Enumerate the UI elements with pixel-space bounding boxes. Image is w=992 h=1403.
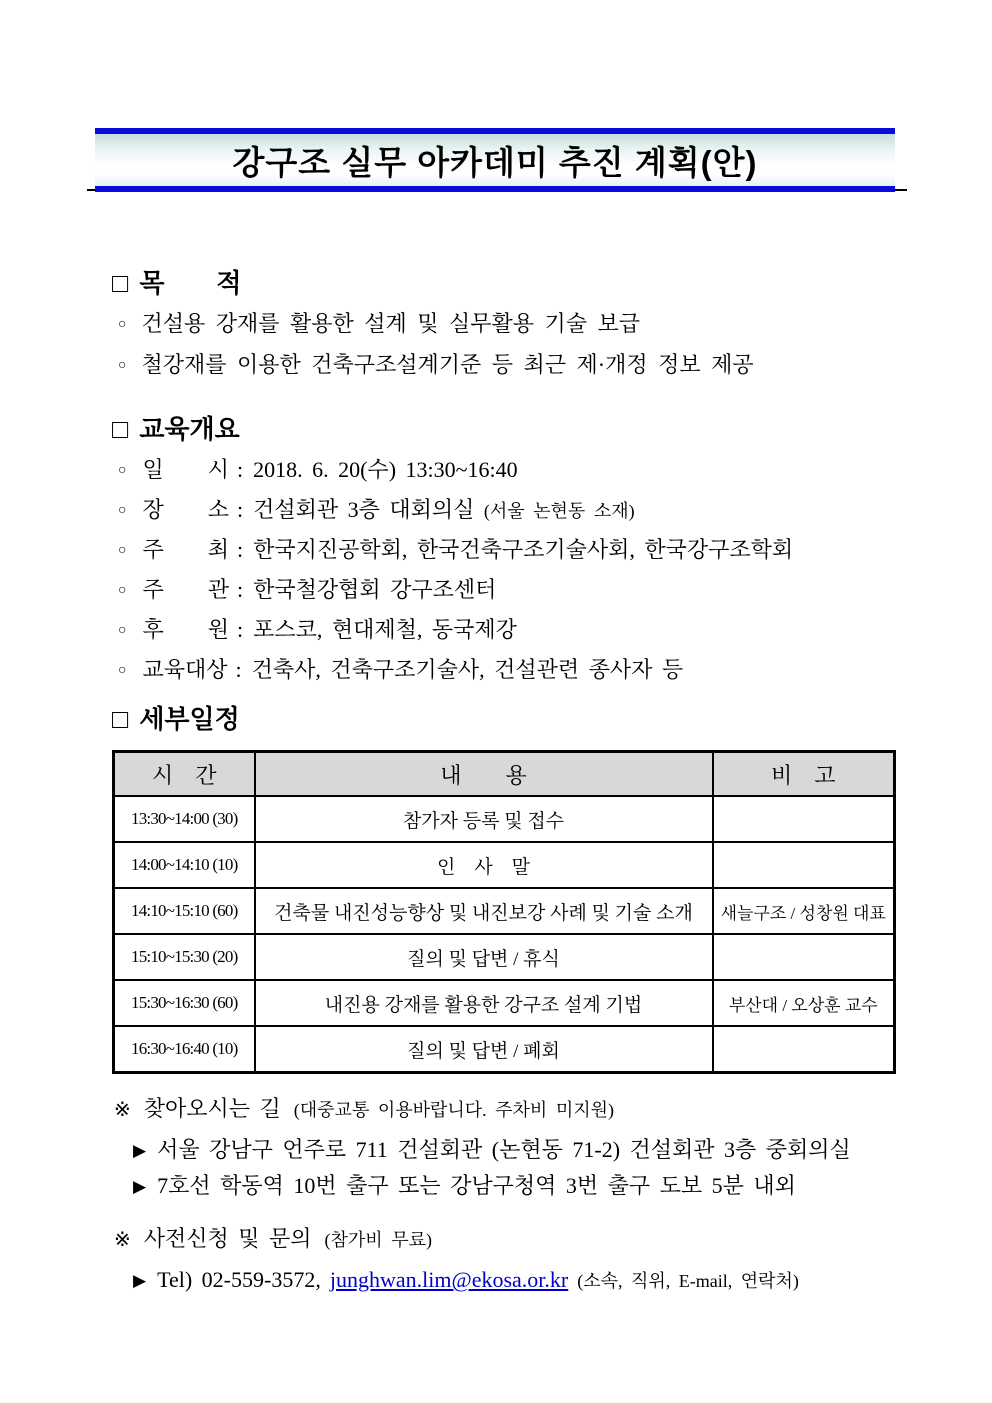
header-content: 내 용 (255, 752, 713, 797)
table-row (114, 888, 895, 934)
circle-bullet-icon: ○ (118, 358, 127, 373)
circle-bullet-icon: ○ (118, 663, 127, 678)
header-remark: 비 고 (713, 752, 895, 797)
tel-text: Tel) 02-559-3572, (157, 1267, 321, 1292)
contact-heading-label: 사전신청 및 문의 (143, 1226, 312, 1251)
overview-label: 주 최 (142, 537, 229, 562)
contact-heading (114, 1222, 432, 1257)
circle-bullet-icon: ○ (118, 543, 127, 558)
cell-time: 14:00~14:10 (10) (114, 842, 255, 888)
cell-content: 질의 및 답변 / 휴식 (255, 934, 713, 980)
circle-bullet-icon: ○ (118, 317, 127, 332)
square-bullet-icon: □ (112, 704, 129, 734)
table-header-row (114, 752, 895, 797)
section-heading-purpose (112, 266, 242, 300)
contact-note: (소속, 직위, E-mail, 연락처) (577, 1271, 799, 1291)
overview-separator: : (236, 537, 244, 562)
overview-label: 후 원 (142, 617, 229, 642)
cell-time: 13:30~14:00 (30) (114, 796, 255, 842)
overview-value: 건설회관 3층 대회의실 (서울 논현동 소재) (253, 497, 635, 522)
cell-time: 14:10~15:10 (60) (114, 888, 255, 934)
directions-heading-note: (대중교통 이용바랍니다. 주차비 미지원) (293, 1100, 614, 1120)
purpose-bullet-list (118, 305, 754, 387)
directions-heading (114, 1092, 614, 1127)
overview-separator: : (236, 577, 244, 602)
arrow-bullet-icon: ▶ (133, 1271, 147, 1290)
overview-value-note: (서울 논현동 소재) (483, 501, 635, 521)
circle-bullet-icon: ○ (118, 463, 127, 478)
reference-mark-icon: ※ (114, 1229, 131, 1251)
cell-content: 건축물 내진성능향상 및 내진보강 사례 및 기술 소개 (255, 888, 713, 934)
overview-value: 2018. 6. 20(수) 13:30~16:40 (253, 457, 518, 482)
overview-item (118, 612, 793, 652)
page-title: 강구조 실무 아카데미 추진 계획(안) (232, 143, 758, 181)
bullet-text: 건설용 강재를 활용한 설계 및 실무활용 기술 보급 (141, 311, 641, 336)
cell-remark (713, 796, 895, 842)
directions-heading-label: 찾아오시는 길 (143, 1096, 281, 1121)
overview-value: 한국철강협회 강구조센터 (253, 577, 497, 602)
section-title-overview: 교육개요 (139, 414, 240, 444)
overview-label: 장 소 (142, 497, 229, 522)
square-bullet-icon: □ (112, 268, 129, 298)
table-row (114, 1026, 895, 1073)
cell-content: 내진용 강재를 활용한 강구조 설계 기법 (255, 980, 713, 1026)
contact-line-text (157, 1262, 799, 1299)
overview-separator: : (236, 497, 244, 522)
table-row (114, 980, 895, 1026)
reference-mark-icon: ※ (114, 1099, 131, 1121)
overview-item (118, 572, 793, 612)
schedule-table-wrap (112, 750, 896, 1074)
cell-remark (713, 934, 895, 980)
overview-label: 주 관 (142, 577, 229, 602)
bullet-item (118, 305, 754, 346)
overview-value: 포스코, 현대제철, 동국제강 (253, 617, 517, 642)
arrow-bullet-icon: ▶ (133, 1177, 147, 1196)
directions-line-text: 서울 강남구 언주로 711 건설회관 (논현동 71-2) 건설회관 3층 중회의실 (157, 1137, 851, 1162)
overview-item (118, 492, 793, 532)
overview-item (118, 652, 793, 692)
header-time: 시 간 (114, 752, 255, 797)
contact-heading-note: (참가비 무료) (324, 1230, 432, 1250)
overview-separator: : (236, 617, 244, 642)
section-heading-overview (112, 412, 240, 446)
directions-line-text: 7호선 학동역 10번 출구 또는 강남구청역 3번 출구 도보 5분 내외 (157, 1173, 796, 1198)
email-link[interactable]: junghwan.lim@ekosa.or.kr (329, 1267, 569, 1292)
circle-bullet-icon: ○ (118, 623, 127, 638)
overview-label: 일 시 (142, 457, 229, 482)
cell-content: 참가자 등록 및 접수 (255, 796, 713, 842)
table-row (114, 934, 895, 980)
contact-line (133, 1262, 799, 1300)
overview-item (118, 452, 793, 492)
cell-remark (713, 842, 895, 888)
title-banner (95, 128, 895, 192)
section-title-purpose: 목 적 (139, 268, 242, 298)
cell-time: 16:30~16:40 (10) (114, 1026, 255, 1073)
square-bullet-icon: □ (112, 414, 129, 444)
cell-time: 15:10~15:30 (20) (114, 934, 255, 980)
directions-line (133, 1168, 796, 1206)
section-title-schedule: 세부일정 (139, 704, 240, 734)
bullet-text: 철강재를 이용한 건축구조설계기준 등 최근 제·개정 정보 제공 (141, 352, 754, 377)
overview-label: 교육대상 (142, 657, 228, 682)
cell-content: 질의 및 답변 / 폐회 (255, 1026, 713, 1073)
schedule-table (112, 750, 896, 1074)
overview-separator: : (235, 657, 242, 682)
circle-bullet-icon: ○ (118, 583, 127, 598)
cell-content: 인 사 말 (255, 842, 713, 888)
bullet-item (118, 346, 754, 387)
overview-value: 한국지진공학회, 한국건축구조기술사회, 한국강구조학회 (253, 537, 794, 562)
cell-remark: 부산대 / 오상훈 교수 (713, 980, 895, 1026)
directions-line (133, 1132, 851, 1170)
table-row (114, 796, 895, 842)
cell-time: 15:30~16:30 (60) (114, 980, 255, 1026)
overview-separator: : (236, 457, 244, 482)
section-heading-schedule (112, 702, 240, 736)
cell-remark (713, 1026, 895, 1073)
table-row (114, 842, 895, 888)
arrow-bullet-icon: ▶ (133, 1141, 147, 1160)
circle-bullet-icon: ○ (118, 503, 127, 518)
overview-list (118, 452, 793, 692)
cell-remark: 새늘구조 / 성창원 대표 (713, 888, 895, 934)
overview-value: 건축사, 건축구조기술사, 건설관련 종사자 등 (251, 657, 684, 682)
overview-item (118, 532, 793, 572)
